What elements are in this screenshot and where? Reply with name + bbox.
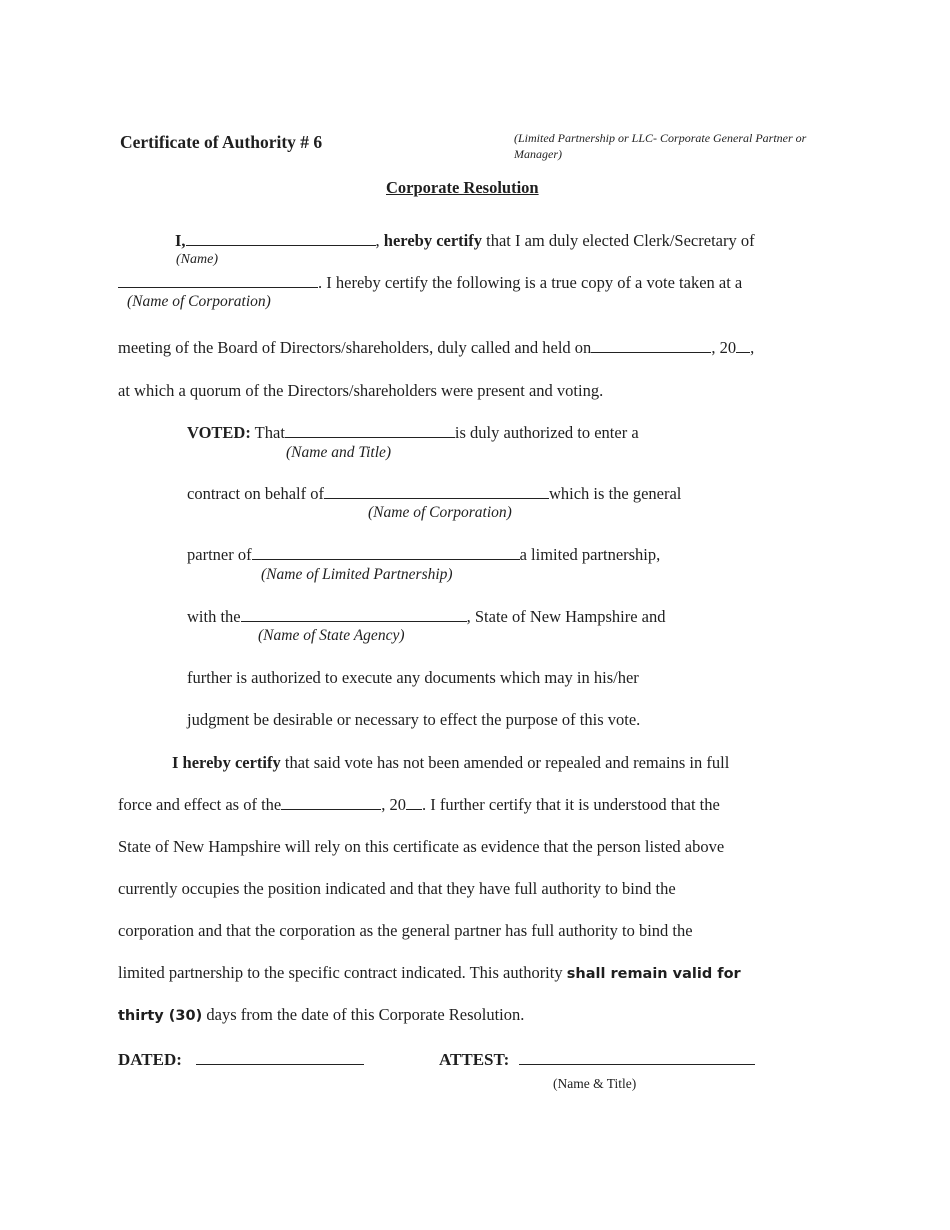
certify2-line-6-text: limited partnership to the specific contract indicated. This authority bbox=[118, 963, 567, 982]
certify-line-2-text: . I hereby certify the following is a true copy of a vote taken at a bbox=[318, 273, 743, 292]
voted-authorized-text: is duly authorized to enter a bbox=[454, 423, 639, 442]
voted-label: VOTED: bbox=[187, 423, 251, 442]
attest-caption: (Name & Title) bbox=[553, 1076, 637, 1091]
name-title-blank[interactable] bbox=[285, 423, 455, 438]
judgment-line: judgment be desirable or necessary to effect the purpose of this vote. bbox=[187, 710, 641, 729]
attest-blank[interactable] bbox=[519, 1050, 755, 1065]
contract-line bbox=[187, 484, 681, 504]
contract-text: contract on behalf of bbox=[187, 484, 324, 503]
effect-year-blank[interactable] bbox=[406, 795, 422, 810]
dated-row bbox=[118, 1050, 364, 1070]
name-caption: (Name) bbox=[176, 252, 218, 267]
with-text: with the bbox=[187, 607, 241, 626]
certificate-subtitle: (Limited Partnership or LLC- Corporate General Partner or Manager) bbox=[514, 131, 807, 161]
certify2-line-1 bbox=[172, 753, 729, 773]
state-agency-caption: (Name of State Agency) bbox=[258, 627, 405, 644]
meeting-line-text: meeting of the Board of Directors/shareholders, duly called and held on bbox=[118, 338, 592, 357]
certificate-title: Certificate of Authority # 6 bbox=[120, 132, 323, 152]
voted-that: That bbox=[250, 423, 285, 442]
further-line: further is authorized to execute any documents which may in his/her bbox=[187, 668, 639, 687]
thirty-days-bold: thirty (30) bbox=[118, 1008, 203, 1024]
hereby-certify-bold-2: I hereby certify bbox=[172, 753, 281, 772]
name-blank[interactable] bbox=[186, 231, 376, 246]
agency-line bbox=[187, 607, 666, 627]
corporation-caption: (Name of Corporation) bbox=[127, 293, 271, 310]
certify-line-1: I, , hereby certify that I am duly elected Clerk/Secretary of bbox=[175, 231, 755, 250]
hereby-certify-bold: hereby certify bbox=[383, 231, 482, 250]
certify2-line-3: State of New Hampshire will rely on this certificate as evidence that the person listed above bbox=[118, 837, 725, 856]
contract-corporation-blank[interactable] bbox=[324, 484, 549, 499]
certify-line-1-text: that I am duly elected Clerk/Secretary of bbox=[482, 231, 755, 250]
voted-line bbox=[187, 423, 639, 443]
meeting-date-blank[interactable] bbox=[591, 338, 711, 353]
effect-text: force and effect as of the bbox=[118, 795, 282, 814]
meeting-year-blank[interactable] bbox=[736, 338, 750, 353]
certify2-line-4: currently occupies the position indicated and that they have full authority to bind the bbox=[118, 879, 676, 898]
certify2-line-1-text: that said vote has not been amended or repealed and remains in full bbox=[280, 753, 730, 772]
state-text: , State of New Hampshire and bbox=[466, 607, 666, 626]
partner-line bbox=[187, 545, 660, 565]
certify2-line-6 bbox=[118, 963, 741, 983]
general-text: which is the general bbox=[548, 484, 682, 503]
certify2-line-5: corporation and that the corporation as the general partner has full authority to bind the bbox=[118, 921, 693, 940]
partner-text: partner of bbox=[187, 545, 252, 564]
certify2-line-2 bbox=[118, 795, 720, 815]
attest-label: ATTEST: bbox=[439, 1050, 510, 1069]
state-agency-blank[interactable] bbox=[241, 607, 467, 622]
effect-year-prefix: , 20 bbox=[381, 795, 406, 814]
name-title-caption: (Name and Title) bbox=[286, 444, 392, 461]
attest-row bbox=[439, 1050, 755, 1070]
certify2-line-7-text: days from the date of this Corporate Resolution. bbox=[202, 1005, 525, 1024]
meeting-year-prefix: , 20 bbox=[711, 338, 737, 357]
effect-date-blank[interactable] bbox=[281, 795, 381, 810]
quorum-line: at which a quorum of the Directors/shareholders were present and voting. bbox=[118, 381, 604, 400]
i-prefix: I, bbox=[175, 231, 186, 250]
further-certify-text: . I further certify that it is understood that the bbox=[421, 795, 720, 814]
page-title: Corporate Resolution bbox=[386, 178, 539, 197]
certify2-line-7 bbox=[118, 1005, 524, 1025]
limited-partnership-caption: (Name of Limited Partnership) bbox=[261, 566, 453, 583]
dated-blank[interactable] bbox=[196, 1050, 364, 1065]
limited-text: a limited partnership, bbox=[519, 545, 661, 564]
limited-partnership-blank[interactable] bbox=[252, 545, 520, 560]
contract-corporation-caption: (Name of Corporation) bbox=[368, 504, 512, 521]
dated-label: DATED: bbox=[118, 1050, 182, 1069]
valid-bold: shall remain valid for bbox=[566, 966, 741, 982]
meeting-line: meeting of the Board of Directors/shareholders, duly called and held on , 20 , bbox=[118, 338, 755, 357]
corporation-blank[interactable] bbox=[118, 273, 318, 288]
certify-line-2 bbox=[118, 273, 742, 293]
